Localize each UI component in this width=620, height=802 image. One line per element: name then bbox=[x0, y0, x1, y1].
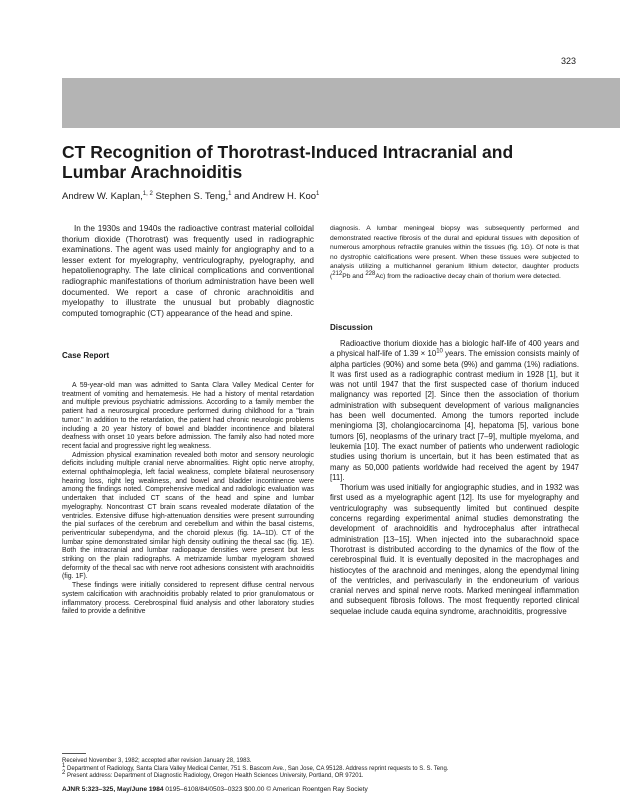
isotope-superscript: 228 bbox=[365, 270, 376, 277]
case-report-continued bbox=[330, 224, 579, 281]
affiliation-mark: 1, 2 bbox=[142, 190, 153, 197]
case-report-heading: Case Report bbox=[62, 351, 110, 360]
abstract-text: In the 1930s and 1940s the radioactive contrast material colloidal thorium dioxide (Thorotrast) was frequently used in radiographic examinations. The agent was used mainly for angiography and to a lesser extent for myelography, ventriculography, pyelography, and hepatolienography. The late clinical complications and conventional radiographic manifestations of thorium administration have been well documented. We report a case of chronic arachnoiditis and myelopathy to illustrate the unusual but probably diagnostic computed tomographic (CT) appearance of the head and spine. bbox=[62, 224, 314, 318]
journal-citation bbox=[62, 786, 368, 793]
case-report-paragraph: Admission physical examination revealed both motor and sensory neurologic deficits including multiple cranial nerve abnormalities. Right optic nerve atrophy, external ophthalmoplegia, left facial weakness, complete bilateral neurosensory hearing loss, right leg weakness, and bowel and bladder incontinence were among the findings noted. Comprehensive medical and radiologic evaluation was undertaken that included CT scans of the head and spine and lumbar myelography. Noncontrast CT brain scans revealed moderate dilatation of the ventricles. Extensive diffuse high-attenuation densities were present surrounding the pial surfaces of the cerebrum and cerebellum and within the basal cisterns, periventricular subependyma, and the choroid plexus (fig. 1A–1D). CT of the lumbar spine demonstrated similar high density outlining the thecal sac (fig. 1E). Both the intracranial and lumbar radiopaque densities were present but less striking on the plain radiographs. A metrizamide lumbar myelogram showed deformity of the thecal sac with nerve root adhesions consistent with arachnoiditis (fig. 1F). bbox=[62, 451, 314, 581]
footnote-1: $^1$ Department of Radiology, Santa Clara Valley Medical Center, 751 S. Bascom Ave., San Jose, CA 95128. Address reprint requests to S. S. Teng. bbox=[62, 762, 449, 772]
discussion-paragraph: Radioactive thorium dioxide has a biologic half-life of 400 years and a physical half-life of $1.39 \times 10^{10}$ years. The emission consists mainly of alpha particles (90%) and some beta (9%) and gamma (1%) radiations. It was first used as a radiographic contrast medium in 1928 [1], but it was not until 1947 that the first suspected case of thorium induced malignancy was reported [2]. Since then the association of thorium administration with subsequent development of various malignancies has been well documented. Among the tumors reported include meningioma [3], cholangiocarcinoma [4], hepatoma [5], various bone tumors [6], neoplasms of the urinary tract [7–9], multiple myeloma, and leukemia [10]. The exact number of patients who underwent radiologic studies using thorium is uncertain, but it has been estimated that as many as 50,000 patients worldwide had received the agent by 1947 [11]. bbox=[330, 339, 579, 482]
discussion-body bbox=[330, 339, 579, 617]
author-name: and Andrew H. Koo bbox=[234, 191, 317, 202]
isotope-superscript: 212 bbox=[332, 270, 343, 277]
affiliation-mark: 1 bbox=[316, 190, 320, 197]
author-name: Andrew W. Kaplan, bbox=[62, 191, 143, 202]
exponent-superscript: 10 bbox=[436, 348, 443, 355]
received-date: Received November 3, 1982; accepted after revision January 28, 1983. bbox=[62, 758, 252, 764]
case-report-body bbox=[62, 382, 314, 617]
header-band bbox=[62, 78, 620, 128]
case-report-paragraph: diagnosis. A lumbar meningeal biopsy was subsequently performed and demonstrated reactive fibrosis of the dural and epidural tissues with deposition of numerous amorphous refractile granules within the tissues (fig. 1G). Of note is that no dystrophic calcifications were present. When these tissues were subjected to analysis utilizing a multichannel geranium lithium detector, daughter products ($^{212}$Pb and $^{228}$Ac) from the radioactive decay chain of thorium were detected. bbox=[330, 225, 579, 280]
footnote-divider bbox=[62, 753, 86, 754]
author-name: Stephen S. Teng, bbox=[155, 191, 229, 202]
discussion-heading: Discussion bbox=[330, 323, 373, 332]
page-number: 323 bbox=[560, 56, 576, 66]
footnote-2: $^2$ Present address: Department of Diagnostic Radiology, Oregon Health Sciences University, Portland, OR 97201. bbox=[62, 770, 364, 780]
discussion-paragraph: Thorium was used initially for angiographic studies, and in 1932 was first used as a myelographic agent [12]. Its use for myelography and ventriculography was subsequently limited but continued despite concerns regarding experimental animal studies demonstrating the development of arachnoiditis and hydrocephalus after intrathecal administration [13–15]. When injected into the subarachnoid space Thorotrast is distributed according to the dynamics of the flow of the cerebrospinal fluid. It is eventually deposited in the macrophages and histiocytes of the arachnoid and meninges, along the ependymal lining of the ventricles, and perivascularly in the endoneurium of various cranial nerves and spinal nerve roots. Marked meningeal inflammation and subsequent fibrosis follows. The most frequently reported clinical sequelae include cauda equina syndrome, arachnoiditis, progressive bbox=[330, 483, 579, 616]
case-report-paragraph: A 59-year-old man was admitted to Santa Clara Valley Medical Center for treatment of vomiting and hematemesis. He had a history of mental retardation and multiple previous psychiatric admissions. According to a family member the patient had a neurosurgical procedure performed during childhood for a "brain tumor." In addition to the retardation, the patient had chronic neurologic problems including a 20 year history of bowel and bladder incontinence and bilateral deafness with onset 10 years before admission. The family also had noted more recent facial and progressive right leg weakness. bbox=[62, 382, 314, 450]
article-title: CT Recognition of Thorotrast-Induced Intracranial and Lumbar Arachnoiditis bbox=[62, 142, 514, 182]
affiliation-mark: 1 bbox=[228, 190, 232, 197]
footnotes bbox=[62, 758, 592, 781]
author-list bbox=[62, 191, 319, 202]
abstract bbox=[62, 224, 314, 319]
citation-details: 0195–6108/84/0503–0323 $00.00 © American Roentgen Ray Society bbox=[163, 786, 368, 793]
journal-reference: AJNR 5:323–325, May/June 1984 bbox=[62, 786, 164, 793]
case-report-paragraph: These findings were initially considered to represent diffuse central nervous system calcification with arachnoiditis probably related to prior granulomatous or inflammatory process. Cerebrospinal fluid analysis and other laboratory studies failed to provide a definitive bbox=[62, 582, 314, 616]
